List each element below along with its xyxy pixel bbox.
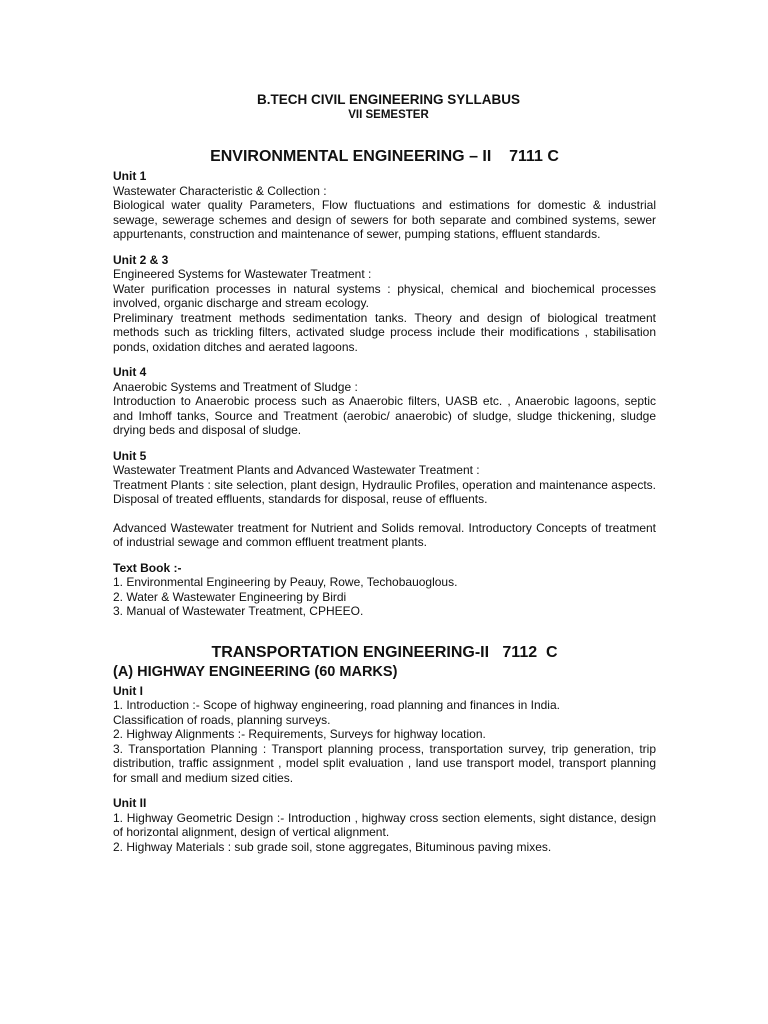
unit-label: Unit 2 & 3	[113, 252, 169, 267]
unit-label: Unit 4	[113, 365, 147, 379]
unit-body: Introduction to Anaerobic process such as Anaerobic filters, UASB etc. , Anaerobic lagoons, septic and Imhoff tanks, Source and Treatment (aerobic/ anaerobic) of sludge, sludge thickening, sludge drying beds and disposal of sludge.	[113, 394, 656, 437]
unit-1	[113, 169, 656, 242]
unit-5	[113, 449, 656, 550]
semester-label: VII SEMESTER	[348, 109, 429, 121]
unit-body: 1. Highway Geometric Design :- Introduction , highway cross section elements, sight distance, design of horizontal alignment, design of vertical alignment.	[113, 810, 656, 839]
section-heading-highway: (A) HIGHWAY ENGINEERING (60 MARKS)	[113, 663, 398, 680]
unit-body: Biological water quality Parameters, Flow fluctuations and estimations for domestic & industrial sewage, sewerage schemes and design of sewers for both separate and combined systems, sewer appurtenants, construction and maintenance of sewer, pumping stations, effluent standards.	[113, 198, 656, 241]
unit-body: Preliminary treatment methods sedimentation tanks. Theory and design of biological treatment methods such as trickling filters, activated sludge process include their modifications , stabilisation ponds, oxidation ditches and aerated lagoons.	[113, 310, 656, 354]
unit-body: 1. Introduction :- Scope of highway engineering, road planning and finances in India.	[113, 698, 560, 712]
unit-topic: Wastewater Characteristic & Collection :	[113, 183, 327, 198]
unit-label: Unit II	[113, 796, 147, 810]
course-title-transportation: TRANSPORTATION ENGINEERING-II 7112 C	[211, 643, 558, 661]
unit-body: 2. Highway Materials : sub grade soil, stone aggregates, Bituminous paving mixes.	[113, 839, 552, 854]
unit-ii	[113, 796, 656, 854]
unit-body: Advanced Wastewater treatment for Nutrient and Solids removal. Introductory Concepts of treatment of industrial sewage and common effluent treatment plants.	[113, 520, 656, 549]
unit-label: Unit 1	[113, 169, 147, 183]
syllabus-title: B.TECH CIVIL ENGINEERING SYLLABUS	[256, 92, 521, 107]
unit-body: Water purification processes in natural systems : physical, chemical and biochemical processes involved, organic discharge and stream ecology.	[113, 281, 656, 310]
unit-body: 2. Highway Alignments :- Requirements, Surveys for highway location.	[113, 727, 486, 741]
unit-body: Classification of roads, planning surveys.	[113, 712, 331, 727]
textbook-item: 3. Manual of Wastewater Treatment, CPHEEO.	[113, 604, 364, 618]
unit-4	[113, 365, 656, 438]
unit-topic: Wastewater Treatment Plants and Advanced Wastewater Treatment :	[113, 463, 480, 477]
unit-2-3	[113, 253, 656, 355]
unit-label: Unit I	[113, 683, 143, 698]
unit-i	[113, 684, 656, 786]
textbook-label: Text Book :-	[113, 560, 182, 575]
textbook-item: 2. Water & Wastewater Engineering by Birdi	[113, 589, 347, 604]
unit-body: 3. Transportation Planning : Transport planning process, transportation survey, trip generation, trip distribution, traffic assignment , model split evaluation , land use transport model, transport planning for small and medium sized cities.	[113, 741, 656, 785]
textbook-item: 1. Environmental Engineering by Peauy, Rowe, Techobauoglous.	[113, 575, 458, 589]
course-title-environmental: ENVIRONMENTAL ENGINEERING – II 7111 C	[210, 148, 559, 165]
unit-topic: Engineered Systems for Wastewater Treatment :	[113, 267, 372, 281]
unit-body: Treatment Plants : site selection, plant design, Hydraulic Profiles, operation and maintenance aspects. Disposal of treated effluents, standards for disposal, reuse of effluents.	[113, 477, 656, 506]
unit-label: Unit 5	[113, 448, 147, 463]
textbook-list	[113, 561, 656, 619]
syllabus-content	[113, 92, 656, 854]
unit-topic: Anaerobic Systems and Treatment of Sludge :	[113, 379, 358, 394]
